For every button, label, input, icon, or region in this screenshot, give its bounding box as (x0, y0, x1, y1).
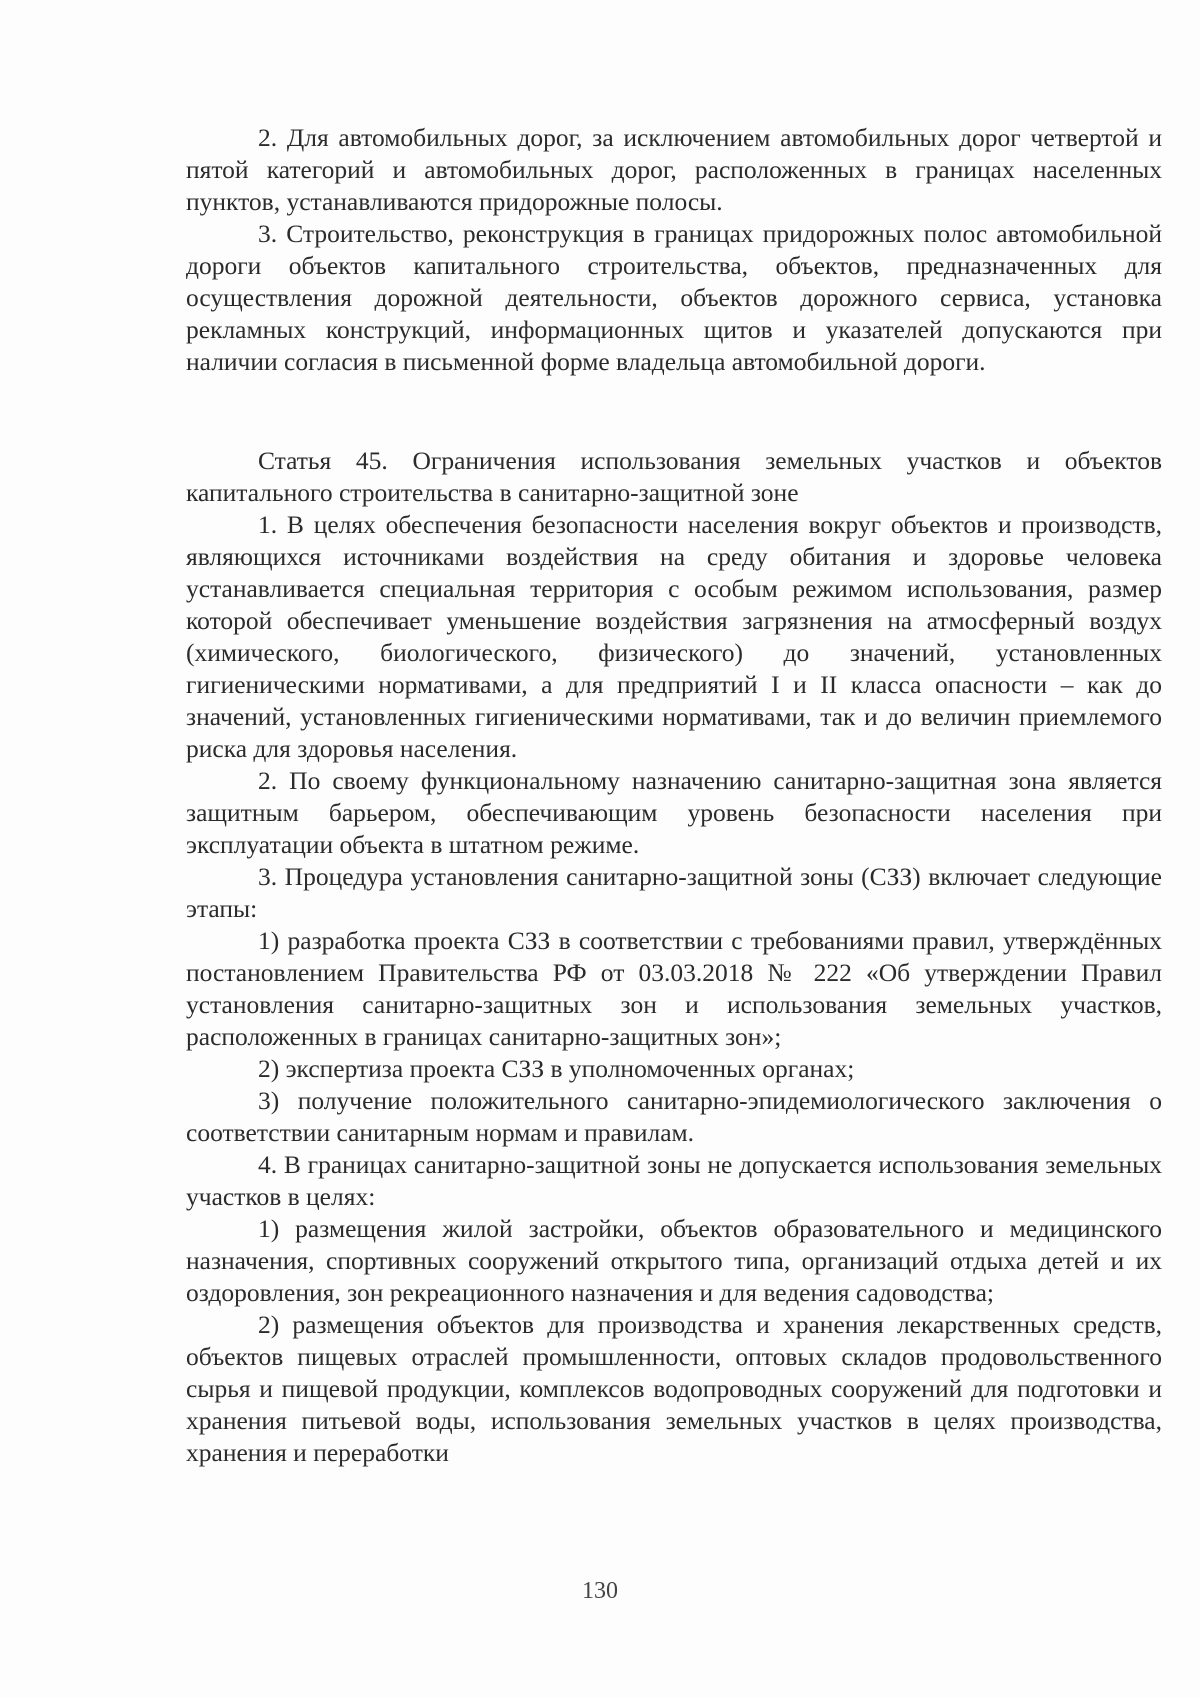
paragraph-roadside-strips: 2. Для автомобильных дорог, за исключением автомобильных дорог четвертой и пятой категорий и автомобильных дорог, расположенных в границах населенных пунктов, устанавливаются придорожные полосы. (186, 123, 1162, 216)
article-heading: Статья 45. Ограничения использования земельных участков и объектов капитального строительства в санитарно-защитной зоне (186, 446, 1162, 507)
paragraph-3-item-2: 2) экспертиза проекта СЗЗ в уполномоченных органах; (258, 1054, 855, 1083)
paragraph-4-item-2: 2) размещения объектов для производства и хранения лекарственных средств, объектов пищевых отраслей промышленности, оптовых складов продовольственного сырья и пищевой продукции, комплексов водопроводных сооружений для подготовки и хранения питьевой воды, использования земельных участков в целях производства, хранения и переработки (186, 1310, 1162, 1467)
paragraph-1: 1. В целях обеспечения безопасности населения вокруг объектов и производств, являющихся источниками воздействия на среду обитания и здоровье человека устанавливается специальная территория с особым режимом использования, размер которой обеспечивает уменьшение воздействия загрязнения на атмосферный воздух (химического, биологического, физического) до значений, установленных гигиеническими нормативами, а для предприятий I и II класса опасности – как до значений, установленных гигиеническими нормативами, так и до величин приемлемого риска для здоровья населения. (186, 510, 1162, 763)
article-45-section (186, 445, 1162, 1469)
paragraph-3: 3. Процедура установления санитарно-защитной зоны (СЗЗ) включает следующие этапы: (186, 862, 1162, 923)
paragraph-roadside-construction: 3. Строительство, реконструкция в границах придорожных полос автомобильной дороги объектов капитального строительства, объектов, предназначенных для осуществления дорожной деятельности, объектов дорожного сервиса, установка рекламных конструкций, информационных щитов и указателей допускаются при наличии согласия в письменной форме владельца автомобильной дороги. (186, 219, 1162, 376)
paragraph-3-item-3: 3) получение положительного санитарно-эпидемиологического заключения о соответствии санитарным нормам и правилам. (186, 1086, 1162, 1147)
paragraph-4: 4. В границах санитарно-защитной зоны не допускается использования земельных участков в целях: (186, 1150, 1162, 1211)
roads-section (186, 122, 1162, 378)
paragraph-2: 2. По своему функциональному назначению санитарно-защитная зона является защитным барьером, обеспечивающим уровень безопасности населения при эксплуатации объекта в штатном режиме. (186, 766, 1162, 859)
paragraph-3-item-1: 1) разработка проекта СЗЗ в соответствии с требованиями правил, утверждённых постановлением Правительства РФ от 03.03.2018 № 222 «Об утверждении Правил установления санитарно-защитных зон и использования земельных участков, расположенных в границах санитарно-защитных зон»; (186, 926, 1162, 1051)
paragraph-4-item-1: 1) размещения жилой застройки, объектов образовательного и медицинского назначения, спортивных сооружений открытого типа, организаций отдыха детей и их оздоровления, зон рекреационного назначения и для ведения садоводства; (186, 1214, 1162, 1307)
page-number: 130 (582, 1578, 618, 1604)
